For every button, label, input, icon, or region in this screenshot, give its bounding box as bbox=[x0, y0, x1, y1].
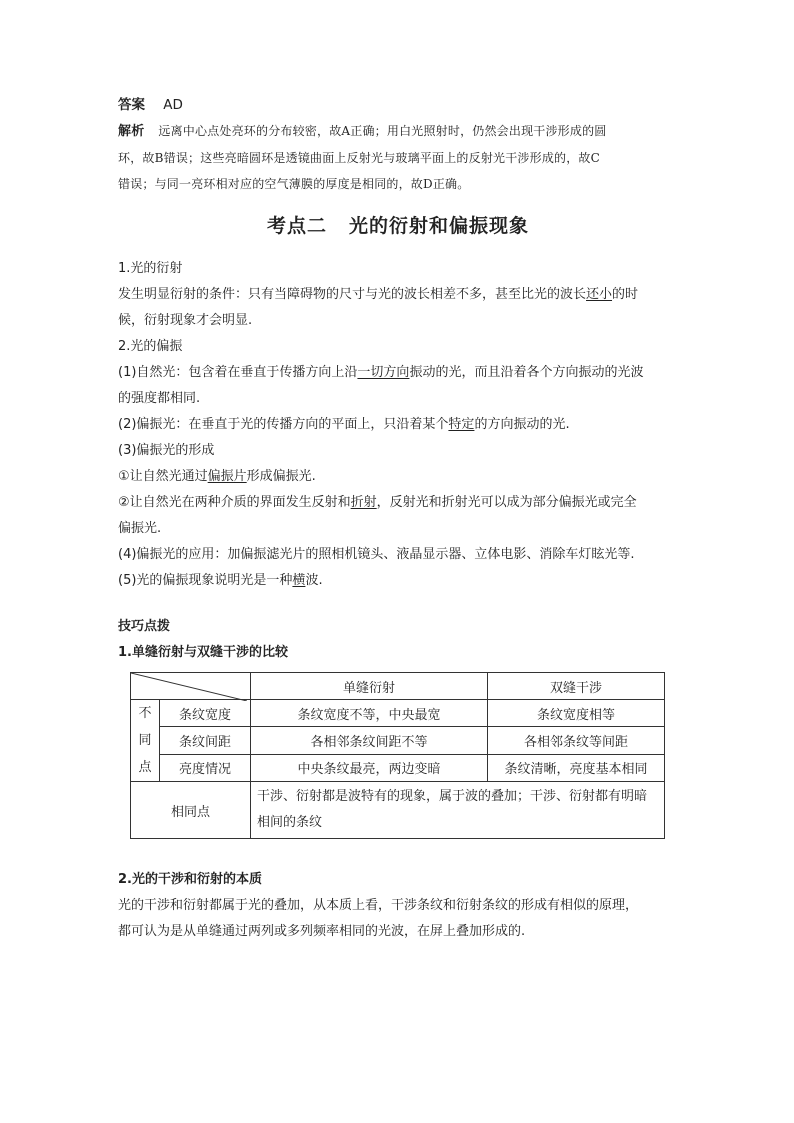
row-label: 条纹间距 bbox=[160, 727, 251, 754]
tips-item-heading: 1.单缝衍射与双缝干涉的比较 bbox=[118, 645, 288, 660]
table-header-row bbox=[131, 673, 665, 700]
polarization-text: 偏振光. bbox=[118, 521, 162, 536]
polarization-underline: 偏振片 bbox=[207, 469, 247, 484]
answer-value: AD bbox=[163, 97, 183, 113]
table-header: 双缝干涉 bbox=[488, 673, 665, 700]
polarization-text: 的方向振动的光. bbox=[474, 417, 570, 432]
polarization-text: ①让自然光通过 bbox=[118, 469, 208, 484]
diagonal-header-cell bbox=[131, 673, 251, 700]
answer-line bbox=[118, 92, 678, 118]
essence-section bbox=[118, 867, 678, 945]
polarization-text: ②让自然光在两种介质的界面发生反射和 bbox=[118, 495, 351, 510]
diffraction-text: 候，衍射现象才会明显. bbox=[118, 313, 253, 328]
polarization-text: (2)偏振光：在垂直于光的传播方向的平面上，只沿着某个 bbox=[118, 417, 449, 432]
table-cell: 各相邻条纹间距不等 bbox=[251, 727, 488, 754]
polarization-underline: 特定 bbox=[448, 417, 475, 432]
table-cell: 条纹宽度相等 bbox=[488, 700, 665, 727]
comparison-table bbox=[130, 672, 665, 839]
analysis-block bbox=[118, 118, 678, 197]
section-title-text: 光的衍射和偏振现象 bbox=[349, 215, 530, 237]
polarization-text: (4)偏振光的应用：加偏振滤光片的照相机镜头、液晶显示器、立体电影、消除车灯眩光等. bbox=[118, 547, 635, 562]
table-row bbox=[131, 727, 665, 754]
diffraction-heading: 1.光的衍射 bbox=[118, 261, 183, 276]
analysis-line: 环，故B错误；这些亮暗圆环是透镜曲面上反射光与玻璃平面上的反射光干涉形成的，故C bbox=[118, 151, 601, 165]
analysis-line: 错误；与同一亮环相对应的空气薄膜的厚度是相同的，故D正确。 bbox=[118, 177, 470, 191]
polarization-underline: 横 bbox=[292, 573, 306, 588]
polarization-text: 波. bbox=[305, 573, 323, 588]
difference-label-cell bbox=[131, 700, 160, 782]
diagonal-line bbox=[131, 673, 247, 701]
difference-label-char: 同 bbox=[138, 733, 152, 748]
polarization-text: (3)偏振光的形成 bbox=[118, 443, 215, 458]
table-header: 单缝衍射 bbox=[251, 673, 488, 700]
table-cell: 各相邻条纹等间距 bbox=[488, 727, 665, 754]
polarization-underline: 一切方向 bbox=[357, 365, 410, 380]
answer-label: 答案 bbox=[118, 97, 145, 113]
tips-section bbox=[118, 614, 678, 666]
table-row bbox=[131, 700, 665, 727]
diffraction-section bbox=[118, 256, 678, 334]
polarization-text: 形成偏振光. bbox=[246, 469, 316, 484]
analysis-line: 远离中心点处亮环的分布较密，故A正确；用白光照射时，仍然会出现干涉形成的圆 bbox=[158, 124, 607, 138]
polarization-text: 振动的光，而且沿着各个方向振动的光波 bbox=[409, 365, 644, 380]
table-cell: 条纹清晰，亮度基本相同 bbox=[488, 754, 665, 781]
section-title-number: 考点二 bbox=[266, 215, 327, 237]
table-row bbox=[131, 754, 665, 781]
essence-text: 都可认为是从单缝通过两列或多列频率相同的光波，在屏上叠加形成的. bbox=[118, 924, 526, 939]
document-page bbox=[118, 92, 678, 945]
polarization-text: ，反射光和折射光可以成为部分偏振光或完全 bbox=[376, 495, 637, 510]
same-label-cell: 相同点 bbox=[131, 782, 251, 839]
tips-heading: 技巧点拨 bbox=[118, 619, 171, 634]
table-row bbox=[131, 782, 665, 839]
polarization-text: (1)自然光：包含着在垂直于传播方向上沿 bbox=[118, 365, 358, 380]
diffraction-text: 的时 bbox=[612, 287, 639, 302]
row-label: 亮度情况 bbox=[160, 754, 251, 781]
diffraction-text: 发生明显衍射的条件：只有当障碍物的尺寸与光的波长相差不多，甚至比光的波长 bbox=[118, 287, 587, 302]
section-title bbox=[118, 211, 678, 238]
difference-label-char: 点 bbox=[138, 760, 152, 775]
polarization-section bbox=[118, 334, 678, 594]
analysis-label: 解析 bbox=[118, 124, 145, 139]
diffraction-underline: 还小 bbox=[586, 287, 613, 302]
row-label: 条纹宽度 bbox=[160, 700, 251, 727]
polarization-underline: 折射 bbox=[350, 495, 377, 510]
table-cell: 条纹宽度不等，中央最宽 bbox=[251, 700, 488, 727]
polarization-text: (5)光的偏振现象说明光是一种 bbox=[118, 573, 293, 588]
polarization-heading: 2.光的偏振 bbox=[118, 339, 183, 354]
essence-text: 光的干涉和衍射都属于光的叠加，从本质上看，干涉条纹和衍射条纹的形成有相似的原理， bbox=[118, 898, 639, 913]
polarization-text: 的强度都相同. bbox=[118, 391, 201, 406]
same-text-cell: 干涉、衍射都是波特有的现象，属于波的叠加；干涉、衍射都有明暗相间的条纹 bbox=[251, 782, 665, 839]
table-cell: 中央条纹最亮，两边变暗 bbox=[251, 754, 488, 781]
essence-heading: 2.光的干涉和衍射的本质 bbox=[118, 872, 262, 887]
difference-label-char: 不 bbox=[138, 706, 152, 721]
